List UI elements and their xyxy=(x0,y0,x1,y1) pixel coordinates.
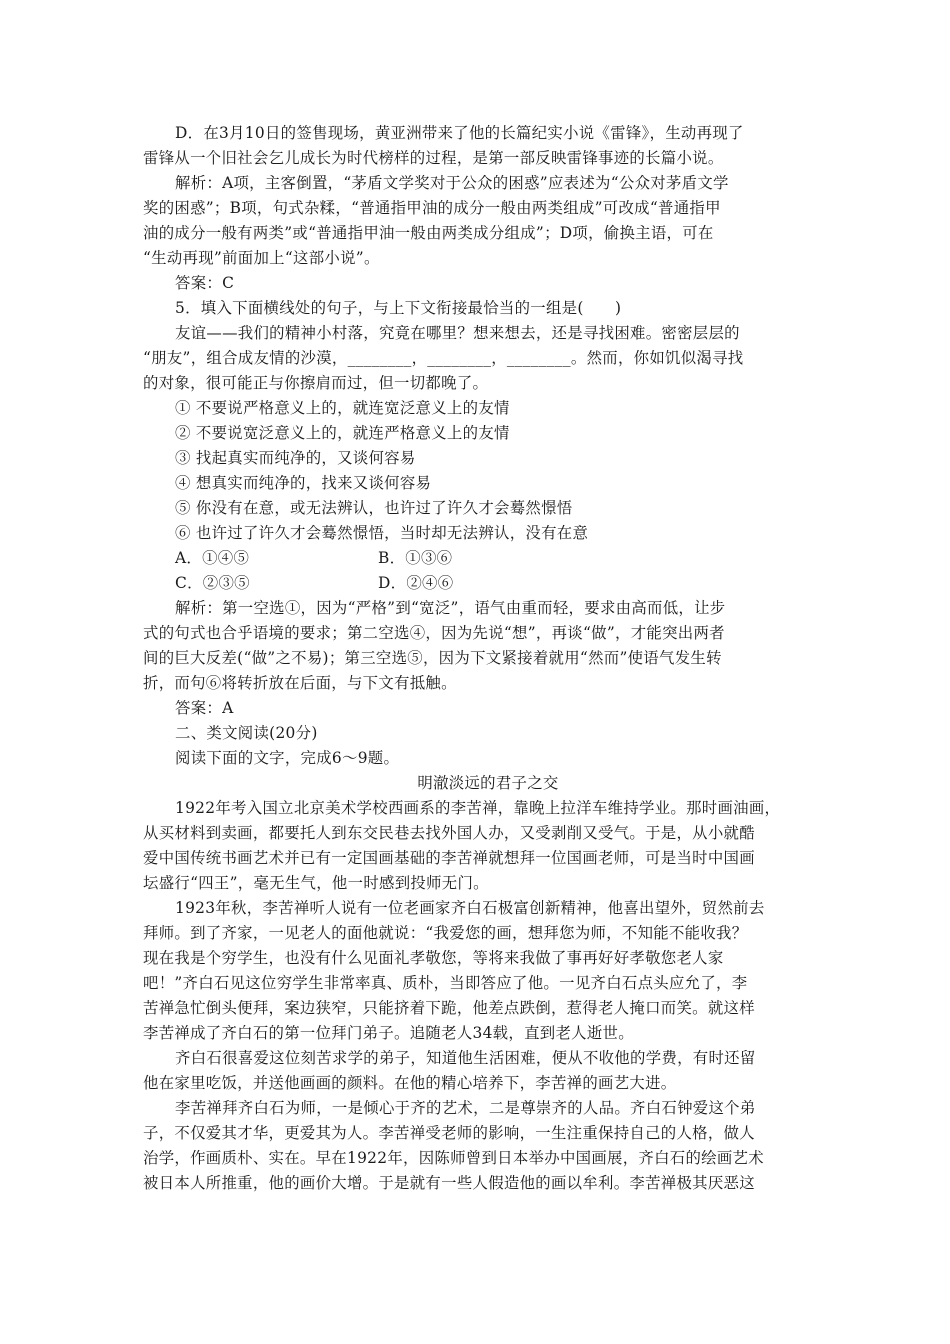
text-line: 拜师。到了齐家，一见老人的面他就说：“我爱您的画，想拜您为师，不知能不能收我？ xyxy=(143,924,748,942)
text-line: 解析：A项，主客倒置，“茅盾文学奖对于公众的困惑”应表述为“公众对茅盾文学 xyxy=(175,174,729,192)
text-line: 李苦禅成了齐白石的第一位拜门弟子。追随老人34载，直到老人逝世。 xyxy=(143,1024,634,1042)
option-line: ⑤ 你没有在意，或无法辨认，也许过了许久才会蓦然憬悟 xyxy=(175,499,573,517)
text-line: 吧！”齐白石见这位穷学生非常率真、质朴，当即答应了他。一见齐白石点头应允了，李 xyxy=(143,974,748,992)
article-title: 明澈淡远的君子之交 xyxy=(417,774,559,792)
text-line: 答案：C xyxy=(175,274,235,292)
text-line: 李苦禅拜齐白石为师，一是倾心于齐的艺术，二是尊崇齐的人品。齐白石钟爱这个弟 xyxy=(175,1099,756,1117)
option-line: ② 不要说宽泛意义上的，就连严格意义上的友情 xyxy=(175,424,510,442)
choice-c: C．②③⑤ xyxy=(175,574,250,592)
option-line: ④ 想真实而纯净的，找来又谈何容易 xyxy=(175,474,432,492)
text-line: 折，而句⑥将转折放在后面，与下文有抵触。 xyxy=(143,674,457,692)
text-line: “生动再现”前面加上“这部小说”。 xyxy=(143,249,380,267)
text-line: 友谊——我们的精神小村落，究竟在哪里？想来想去，还是寻找困难。密密层层的 xyxy=(175,324,740,342)
text-line: 油的成分一般有两类”或“普通指甲油一般由两类成分组成”；D项，偷换主语，可在 xyxy=(143,224,714,242)
text-line: 雷锋从一个旧社会乞儿成长为时代榜样的过程，是第一部反映雷锋事迹的长篇小说。 xyxy=(143,149,724,167)
text-line: 奖的困惑”；B项，句式杂糅，“普通指甲油的成分一般由两类组成”可改成“普通指甲 xyxy=(143,199,721,217)
text-line: 的对象，很可能正与你擦肩而过，但一切都晚了。 xyxy=(143,374,489,392)
text-line: 1923年秋，李苦禅听人说有一位老画家齐白石极富创新精神，他喜出望外，贸然前去 xyxy=(175,899,765,917)
text-line: 1922年考入国立北京美术学校西画系的李苦禅，靠晚上拉洋车维持学业。那时画油画， xyxy=(175,799,781,817)
text-line: 爱中国传统书画艺术并已有一定国画基础的李苦禅就想拜一位国画老师，可是当时中国画 xyxy=(143,849,755,867)
text-line: 从买材料到卖画，都要托人到东交民巷去找外国人办，又受剥削又受气。于是，从小就酷 xyxy=(143,824,755,842)
text-line: 齐白石很喜爱这位刻苦求学的弟子，知道他生活困难，便从不收他的学费，有时还留 xyxy=(175,1049,756,1067)
text-line: 苦禅急忙倒头便拜，案边狭窄，只能挤着下跪，他差点跌倒，惹得老人掩口而笑。就这样 xyxy=(143,999,755,1017)
section-heading: 二、类文阅读(20分) xyxy=(175,724,318,742)
option-line: ① 不要说严格意义上的，就连宽泛意义上的友情 xyxy=(175,399,510,417)
question-5: 5．填入下面横线处的句子，与上下文衔接最恰当的一组是( ) xyxy=(175,299,622,317)
text-line: 治学，作画质朴、实在。早在1922年，因陈师曾到日本举办中国画展，齐白石的绘画艺术 xyxy=(143,1149,764,1167)
choice-b: B．①③⑥ xyxy=(378,549,453,567)
text-line: “朋友”，组合成友情的沙漠，________，________，________。然而，你如饥似渴寻找 xyxy=(143,349,744,367)
choice-d: D．②④⑥ xyxy=(378,574,454,592)
option-line: ⑥ 也许过了许久才会蓦然憬悟，当时却无法辨认，没有在意 xyxy=(175,524,589,542)
text-line: 解析：第一空选①，因为“严格”到“宽泛”，语气由重而轻，要求由高而低，让步 xyxy=(175,599,726,617)
text-line: D．在3月10日的签售现场，黄亚洲带来了他的长篇纪实小说《雷锋》，生动再现了 xyxy=(175,124,744,142)
choice-a: A．①④⑤ xyxy=(175,549,250,567)
text-line: 子，不仅爱其才华，更爱其为人。李苦禅受老师的影响，一生注重保持自己的人格，做人 xyxy=(143,1124,755,1142)
option-line: ③ 找起真实而纯净的，又谈何容易 xyxy=(175,449,416,467)
text-line: 答案：A xyxy=(175,699,234,717)
text-line: 间的巨大反差(“做”之不易)；第三空选⑤，因为下文紧接着就用“然而”使语气发生转 xyxy=(143,649,722,667)
text-line: 坛盛行“四王”，毫无生气，他一时感到投师无门。 xyxy=(143,874,489,892)
text-line: 被日本人所推重，他的画价大增。于是就有一些人假造他的画以牟利。李苦禅极其厌恶这 xyxy=(143,1174,755,1192)
text-line: 他在家里吃饭，并送他画画的颜料。在他的精心培养下，李苦禅的画艺大进。 xyxy=(143,1074,677,1092)
text-line: 阅读下面的文字，完成6～9题。 xyxy=(175,749,400,767)
text-line: 现在我是个穷学生，也没有什么见面礼孝敬您，等将来我做了事再好好孝敬您老人家 xyxy=(143,949,724,967)
text-line: 式的句式也合乎语境的要求；第二空选④，因为先说“想”，再谈“做”，才能突出两者 xyxy=(143,624,725,642)
